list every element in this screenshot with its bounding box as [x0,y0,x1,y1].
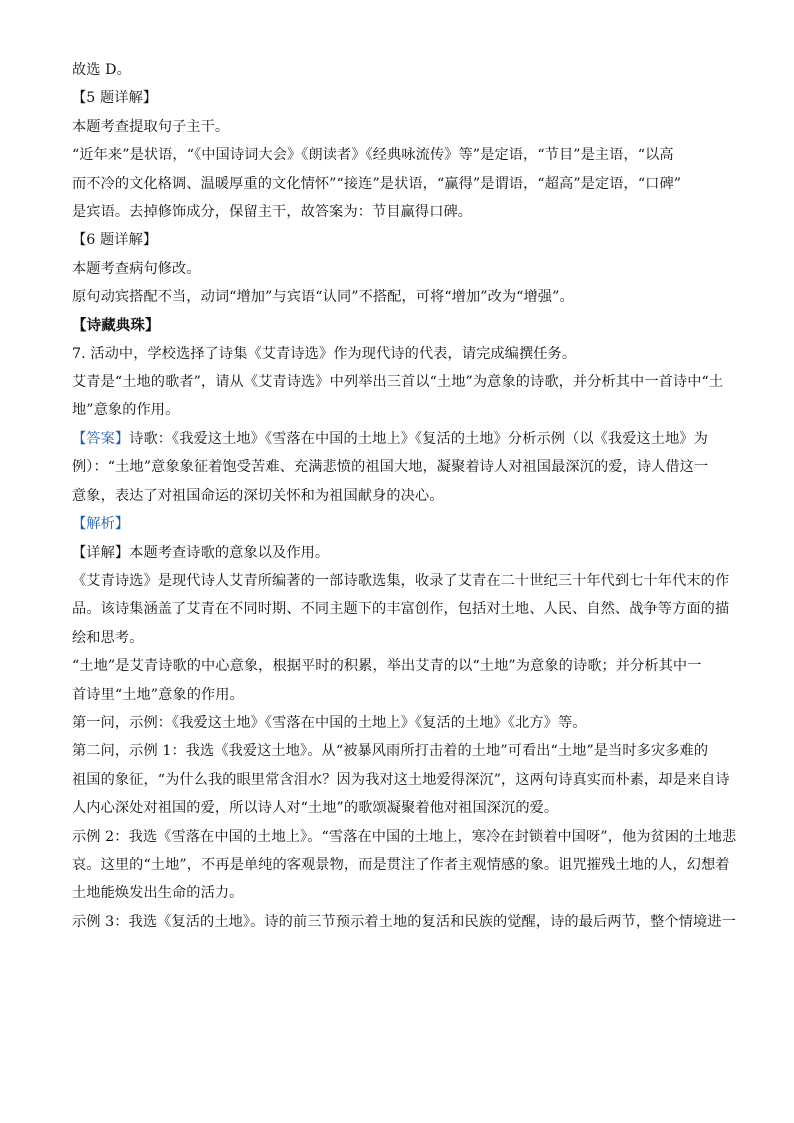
section-heading: 【诗藏典珠】 [72,317,160,334]
text-line: 示例 3：我选《复活的土地》。诗的前三节预示着土地的复活和民族的觉醒，诗的最后两节，整个情境进一 [72,913,736,930]
text-line: 土地能焕发出生命的活力。 [72,885,244,902]
text-line: 是宾语。去掉修饰成分，保留主干，故答案为：节目赢得口碑。 [72,204,473,221]
answer-text: 诗歌：《我爱这土地》《雪落在中国的土地上》《复活的土地》分析示例（以《我爱这土地》为 [129,430,708,447]
text-line: “土地”是艾青诗歌的中心意象，根据平时的积累，举出艾青的以“土地”为意象的诗歌；并分析其中一 [72,658,702,675]
text-line: 地”意象的作用。 [72,402,180,419]
document-page [72,56,737,936]
text-line: 第二问，示例 1：我选《我爱这土地》。从“被暴风雨所打击着的土地”可看出“土地”是当时多灾多难的 [72,743,709,760]
text-line: 本题考查病句修改。 [72,260,201,277]
section-label-q5: 【5 题详解】 [72,90,158,107]
answer-tag: 【答案】 [72,430,130,447]
detail-line [72,539,724,567]
text-line: 首诗里“土地”意象的作用。 [72,686,244,703]
text-line: 本题考查提取句子主干。 [72,118,230,135]
text-line: 故选 D。 [72,62,131,78]
text-line: 原句动宾搭配不当，动词“增加”与宾语“认同”不搭配，可将“增加”改为“增强”。 [72,289,574,306]
text-line: 《艾青诗选》是现代诗人艾青所编著的一部诗歌选集，收录了艾青在二十世纪三十年代到七十年代末的作 [72,572,730,589]
text-line: 例）：“土地”意象象征着饱受苦难、充满悲愤的祖国大地，凝聚着诗人对祖国最深沉的爱，诗人借这一 [72,459,709,476]
section-label-q6: 【6 题详解】 [72,232,158,249]
text-line: 而不冷的文化格调、温暖厚重的文化情怀”“接连”是状语，“赢得”是谓语，“超高”是定语，“口碑” [72,175,682,192]
text-line: 意象，表达了对祖国命运的深切关怀和为祖国献身的决心。 [72,487,444,504]
text-line: 人内心深处对祖国的爱，所以诗人对“土地”的歌颂凝聚着他对祖国深沉的爱。 [72,800,559,817]
text-line: “近年来”是状语，“《中国诗词大会》《朗读者》《经典咏流传》等”是定语，“节目”是主语，“以高 [72,147,674,164]
answer-line [72,425,724,453]
text-line: 第一问，示例：《我爱这土地》《雪落在中国的土地上》《复活的土地》《北方》等。 [72,714,587,731]
text-line: 祖国的象征，“为什么我的眼里常含泪水？因为我对这土地爱得深沉”，这两句诗真实而朴素，却是来自诗 [72,771,730,788]
text-line: 品。该诗集涵盖了艾青在不同时期、不同主题下的丰富创作，包括对土地、人民、自然、战争等方面的描 [72,601,730,618]
text-line: 艾青是“土地的歌者”，请从《艾青诗选》中列举出三首以“土地”为意象的诗歌，并分析其中一首诗中“土 [72,374,724,391]
detail-tag: 【详解】 [72,544,130,561]
text-line: 绘和思考。 [72,629,144,646]
analysis-tag: 【解析】 [72,516,130,533]
detail-text: 本题考查诗歌的意象以及作用。 [129,544,330,561]
text-line: 示例 2：我选《雪落在中国的土地上》。“雪落在中国的土地上，寒冷在封锁着中国呀”，他为贫困的土地悲 [72,828,737,845]
question-7: 7. 活动中，学校选择了诗集《艾青诗选》作为现代诗的代表，请完成编撰任务。 [72,345,577,362]
text-line: 哀。这里的“土地”，不再是单纯的客观景物，而是贯注了作者主观情感的象。诅咒摧残土地的人，幻想着 [72,856,730,873]
